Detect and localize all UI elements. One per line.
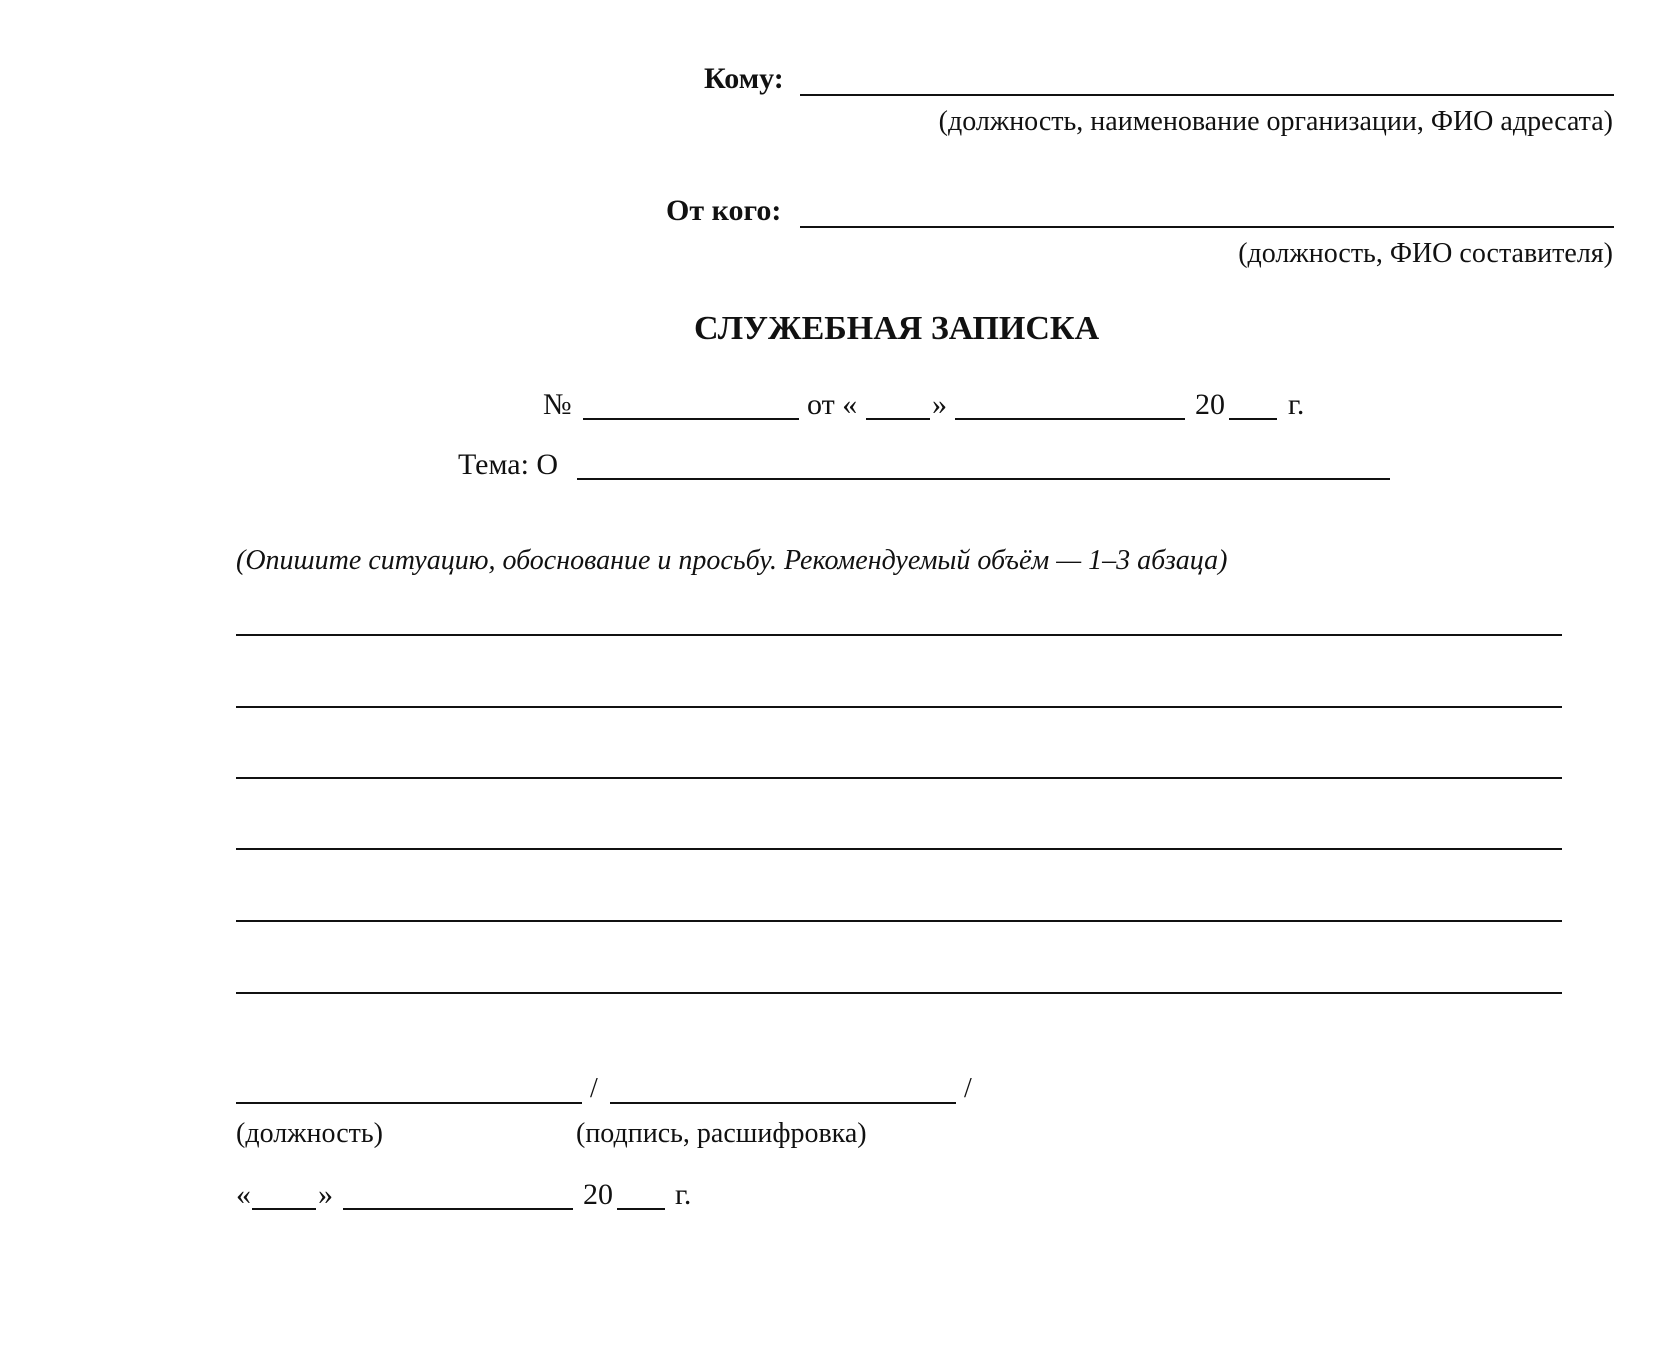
sender-field[interactable] bbox=[800, 226, 1614, 228]
signing-year-prefix: 20 bbox=[583, 1178, 613, 1211]
position-field[interactable] bbox=[236, 1102, 582, 1104]
year-prefix: 20 bbox=[1195, 388, 1225, 421]
body-line[interactable] bbox=[236, 848, 1562, 850]
sender-label: От кого: bbox=[666, 194, 782, 227]
signature-separator-1: / bbox=[590, 1073, 598, 1104]
signature-field[interactable] bbox=[610, 1102, 956, 1104]
date-from-prefix: от « bbox=[807, 388, 858, 421]
month-field[interactable] bbox=[955, 418, 1185, 420]
signature-hint: (подпись, расшифровка) bbox=[576, 1118, 867, 1149]
document-title: СЛУЖЕБНАЯ ЗАПИСКА bbox=[694, 310, 1100, 347]
year-suffix: г. bbox=[1288, 388, 1305, 421]
sender-hint: (должность, ФИО составителя) bbox=[1238, 238, 1613, 269]
date-quote-close: » bbox=[932, 388, 947, 421]
signing-date-quote-open: « bbox=[236, 1178, 251, 1211]
number-field[interactable] bbox=[583, 418, 799, 420]
instruction-text: (Опишите ситуацию, обоснование и просьбу. Рекомендуемый объём — 1–3 абзаца) bbox=[236, 545, 1228, 576]
recipient-hint: (должность, наименование организации, ФИО адресата) bbox=[938, 106, 1613, 137]
signing-date-quote-close: » bbox=[318, 1178, 333, 1211]
signature-separator-2: / bbox=[964, 1073, 972, 1104]
body-line[interactable] bbox=[236, 920, 1562, 922]
recipient-label: Кому: bbox=[704, 62, 784, 95]
signing-day-field[interactable] bbox=[252, 1208, 316, 1210]
day-field[interactable] bbox=[866, 418, 930, 420]
signing-year-field[interactable] bbox=[617, 1208, 665, 1210]
recipient-field[interactable] bbox=[800, 94, 1614, 96]
body-line[interactable] bbox=[236, 634, 1562, 636]
body-line[interactable] bbox=[236, 992, 1562, 994]
number-sign: № bbox=[543, 388, 572, 421]
body-line[interactable] bbox=[236, 777, 1562, 779]
year-field[interactable] bbox=[1229, 418, 1277, 420]
signing-year-suffix: г. bbox=[675, 1178, 692, 1211]
topic-label: Тема: О bbox=[458, 448, 559, 481]
body-line[interactable] bbox=[236, 706, 1562, 708]
signing-month-field[interactable] bbox=[343, 1208, 573, 1210]
topic-field[interactable] bbox=[577, 478, 1390, 480]
position-hint: (должность) bbox=[236, 1118, 383, 1149]
